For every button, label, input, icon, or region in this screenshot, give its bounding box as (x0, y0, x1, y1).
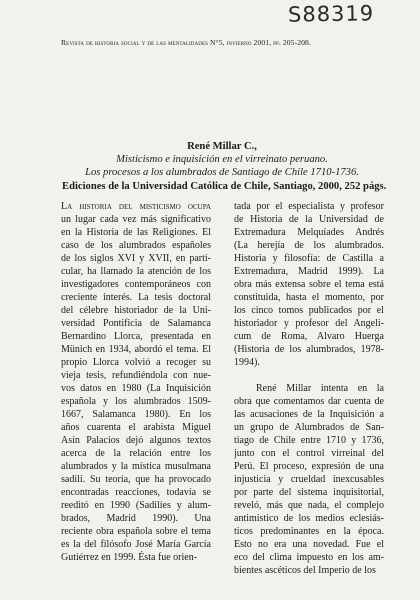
review-heading (62, 140, 387, 193)
text-line: tada por el especialista y profesor (234, 201, 384, 212)
text-line: acerca de la relación entre los (61, 448, 211, 459)
text-line: del célebre historiador de la Uni- (61, 305, 211, 316)
text-line: constituida, hasta el momento, por (234, 292, 384, 303)
text-line: versidad Pontificia de Salamanca (61, 318, 211, 329)
text-line: obra más extensa sobre el tema está (234, 279, 384, 290)
text-line: 1667, Salamanca 1980). En los (61, 409, 211, 420)
text-line: ticos predominantes en la época. (234, 526, 384, 537)
text-line (234, 369, 384, 382)
text-line: española y los alumbrados 1509- (61, 396, 211, 407)
text-line: sadilí. Su teoría, que ha provocado (61, 474, 211, 485)
text-line: Münich en 1934, abordó el tema. El (61, 344, 211, 355)
text-line: es la del filósofo José María García (61, 539, 211, 550)
book-publisher: Ediciones de la Universidad Católica de Chile, Santiago, 2000, 252 págs. (62, 180, 387, 192)
text-line: Esto no era una novedad. Fue el (234, 539, 384, 550)
text-line: vos datos en 1980 (La Inquisición (61, 383, 211, 394)
text-line: Asín Palacios dejó algunos textos (61, 435, 211, 446)
text-line: Perú. El proceso, expresión de una (234, 461, 384, 472)
book-author: René Millar C., (187, 141, 257, 152)
text-line: reveló, más que nada, el complejo (234, 500, 384, 511)
handwritten-call-number: S88319 (287, 1, 375, 27)
text-line: en la Historia de las Religiones. El (61, 227, 211, 238)
text-line: los cinco tomos publicados por el (234, 305, 384, 316)
text-line: Extremadura, Madrid 1999). La (234, 266, 384, 277)
text-line: alumbrados y la mística musulmana (61, 461, 211, 472)
text-line: creciente interés. La tesis doctoral (61, 292, 211, 303)
journal-running-head: Revista de historia social y de las mentalidades N°5, invierno 2001, pp. 205-208. (61, 38, 311, 47)
text-line: brados, Madrid 1990). Una (61, 513, 211, 524)
text-line: Gutiérrez en 1999. Ésta fue orien- (61, 552, 198, 563)
text-line: injusticia y crueldad inexcusables (234, 474, 384, 485)
text-line: vieja tesis, refundiéndola con nue- (61, 370, 211, 381)
text-line: eco del clima impuesto en los am- (234, 552, 384, 563)
right-text-column (234, 200, 384, 577)
text-line: encontradas reacciones, todavía se (61, 487, 211, 498)
text-line: antimístico de los medios eclesiás- (234, 513, 384, 524)
text-line: (Historia de los alumbrados, 1978- (234, 344, 384, 355)
text-line: de los siglos XVI y XVII, en parti- (61, 253, 211, 264)
text-line: años cuarenta el arabista Miguel (61, 422, 211, 433)
text-line: Extremadura Melquíades Andrés (234, 227, 384, 238)
book-title-line-2: Los procesos a los alumbrados de Santiago de Chile 1710-1736. (85, 167, 359, 179)
text-line: de Historia de la Universidad de (234, 214, 384, 225)
text-line: investigadores contemporáneos con (61, 279, 211, 290)
text-line: tiago de Chile entre 1710 y 1736, (234, 435, 384, 446)
text-line: obra que comentamos dar cuenta de (234, 396, 384, 407)
text-line: un lugar cada vez más significativo (61, 214, 211, 225)
text-line: por parte del sistema inquisitorial, (234, 487, 384, 498)
text-line: reciente obra española sobre el tema (61, 526, 211, 537)
left-text-column (61, 200, 211, 564)
text-line: (La herejía de los alumbrados. (234, 240, 384, 251)
text-line: Bernardino Llorca, presentada en (61, 331, 211, 342)
text-line: un grupo de Alumbrados de San- (234, 422, 384, 433)
text-line: La historia del misticismo ocupa (61, 201, 211, 212)
text-line: historiador y profesor del Angeli- (234, 318, 384, 329)
text-line: 1994). (234, 357, 260, 368)
text-line: bientes ascéticos del Imperio de los (234, 565, 376, 576)
text-line: Historia y filosofía: de Castilla a (234, 253, 384, 264)
text-line: reeditó en 1990 (Sadilíes y alum- (61, 500, 211, 511)
text-line: caso de los alumbrados españoles (61, 240, 211, 251)
text-line: junto con el control virreinal del (234, 448, 384, 459)
text-line: cular, ha llamado la atención de los (61, 266, 211, 277)
text-line: propio Llorca volvió a recoger su (61, 357, 211, 368)
text-line: cum de Roma, Alvaro Huerga (234, 331, 384, 342)
book-title-line-1: Misticismo e inquisición en el virreinato peruano. (116, 154, 328, 166)
text-line: las acusaciones de la Inquisición a (234, 409, 384, 420)
text-line: René Millar intenta en la (256, 383, 384, 394)
